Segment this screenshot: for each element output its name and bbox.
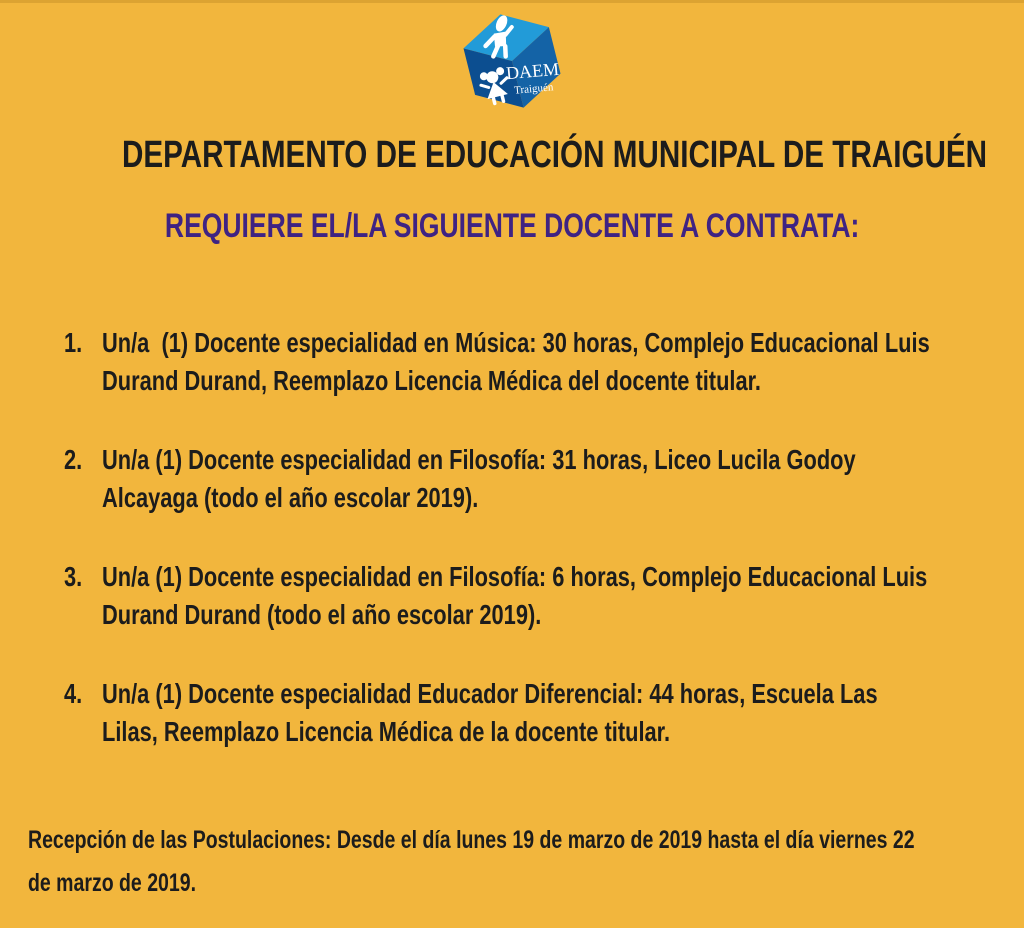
item-line: Un/a (1) Docente especialidad en Filosofía: 31 horas, Liceo Lucila Godoy [102,444,856,475]
item-number: 3. [64,561,83,592]
item-line: Un/a (1) Docente especialidad Educador Diferencial: 44 horas, Escuela Las [102,678,878,709]
page-subtitle [0,207,1024,246]
item-number: 1. [64,327,83,358]
page-title-text: DEPARTAMENTO DE EDUCACIÓN MUNICIPAL DE TRAIGUÉN [121,134,988,176]
page-title [0,134,1024,177]
vacancy-item-2 [64,441,1024,517]
vacancy-item-3 [64,558,1024,634]
logo-org-text: DAEM [505,58,560,84]
item-line: Un/a (1) Docente especialidad en Música: 30 horas, Complejo Educacional Luis [102,327,930,358]
item-text [102,324,1024,400]
item-text [102,441,1024,517]
item-line: Un/a (1) Docente especialidad en Filosofía: 6 horas, Complejo Educacional Luis [102,561,928,592]
item-text [102,558,1024,634]
logo-city-text: Traiguén [513,81,554,97]
page-subtitle-text: REQUIERE EL/LA SIGUIENTE DOCENTE A CONTRATA: [164,207,860,245]
logo-cube-icon [456,8,568,114]
item-number: 2. [64,444,83,475]
item-line: Durand Durand (todo el año escolar 2019). [102,599,542,630]
vacancy-item-4 [64,675,1024,751]
item-text [102,675,1024,751]
item-line: Alcayaga (todo el año escolar 2019). [102,482,479,513]
reception-dates-note [28,819,1024,905]
footer-line: Recepción de las Postulaciones: Desde el día lunes 19 de marzo de 2019 hasta el día viernes 22 [28,826,915,854]
item-line: Durand Durand, Reemplazo Licencia Médica del docente titular. [102,365,761,396]
item-number: 4. [64,678,83,709]
footer-line: de marzo de 2019. [28,869,197,897]
vacancy-item-1 [64,324,1024,400]
item-line: Lilas, Reemplazo Licencia Médica de la docente titular. [102,716,671,747]
vacancy-list [64,324,1024,792]
daem-traiguen-logo [456,8,568,114]
